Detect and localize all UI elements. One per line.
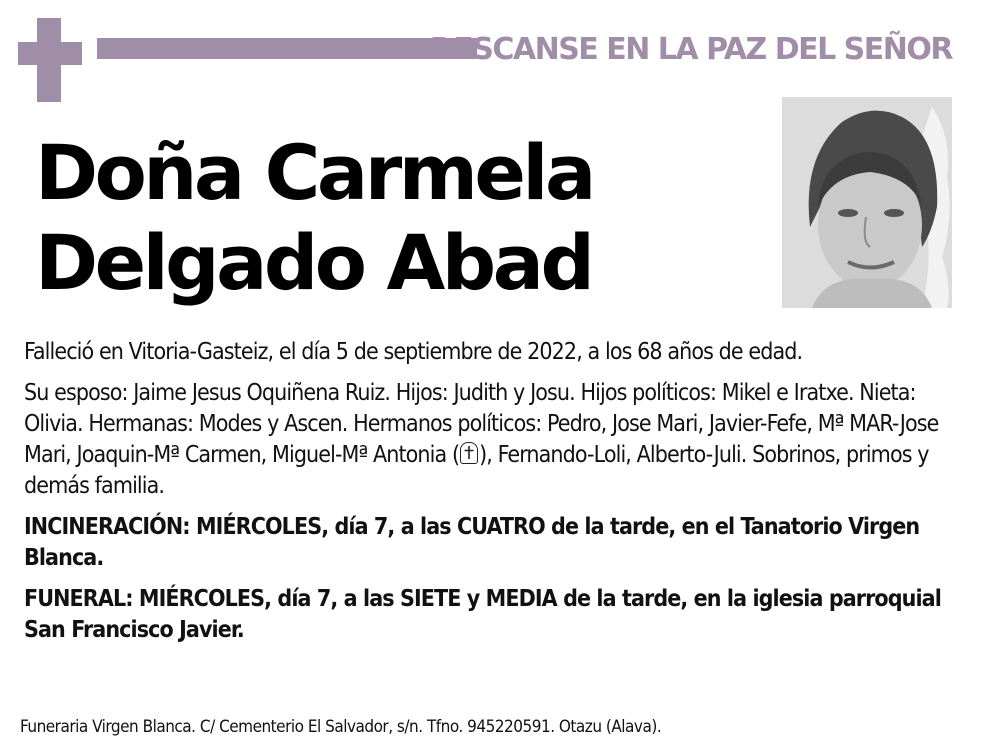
cremation-details: INCINERACIÓN: MIÉRCOLES, día 7, a las CUATRO de la tarde, en el Tanatorio Virgen Blanca. bbox=[24, 514, 920, 571]
funeral-home-footer: Funeraria Virgen Blanca. C/ Cementerio El Salvador, s/n. Tfno. 945220591. Otazu (Alava). bbox=[20, 717, 662, 737]
deceased-name-line2: Delgado Abad bbox=[35, 218, 592, 307]
family-list-text-end: ), Fernando-Loli, Alberto-Juli. Sobrinos, primos y demás familia. bbox=[24, 442, 929, 499]
cross-horizontal-bar bbox=[18, 42, 82, 65]
deceased-name bbox=[35, 128, 593, 308]
deceased-name-line1: Doña Carmela bbox=[35, 128, 593, 217]
header-divider-bar bbox=[97, 38, 477, 59]
family-list bbox=[24, 378, 959, 502]
portrait-photo bbox=[782, 97, 952, 308]
death-announcement: Falleció en Vitoria-Gasteiz, el día 5 de septiembre de 2022, a los 68 años de edad. bbox=[24, 339, 803, 365]
funeral-details: FUNERAL: MIÉRCOLES, día 7, a las SIETE y MEDIA de la tarde, en la iglesia parroquial San Francisco Javier. bbox=[24, 586, 941, 643]
family-list-text: Su esposo: Jaime Jesus Oquiñena Ruiz. Hijos: Judith y Josu. Hijos políticos: Mikel e Iratxe. Nieta: Olivia. Hermanas: Modes y Ascen. Hermanos políticos: Pedro, Jose Mari, Javier-Fefe, Mª MAR-Jose Mari, Joaquin-Mª Carmen, Miguel-Mª Antonia ( bbox=[24, 380, 939, 468]
header-title: DESCANSE EN LA PAZ DEL SEÑOR bbox=[429, 32, 952, 67]
deceased-cross-icon bbox=[460, 442, 478, 464]
obituary-body bbox=[24, 337, 959, 656]
